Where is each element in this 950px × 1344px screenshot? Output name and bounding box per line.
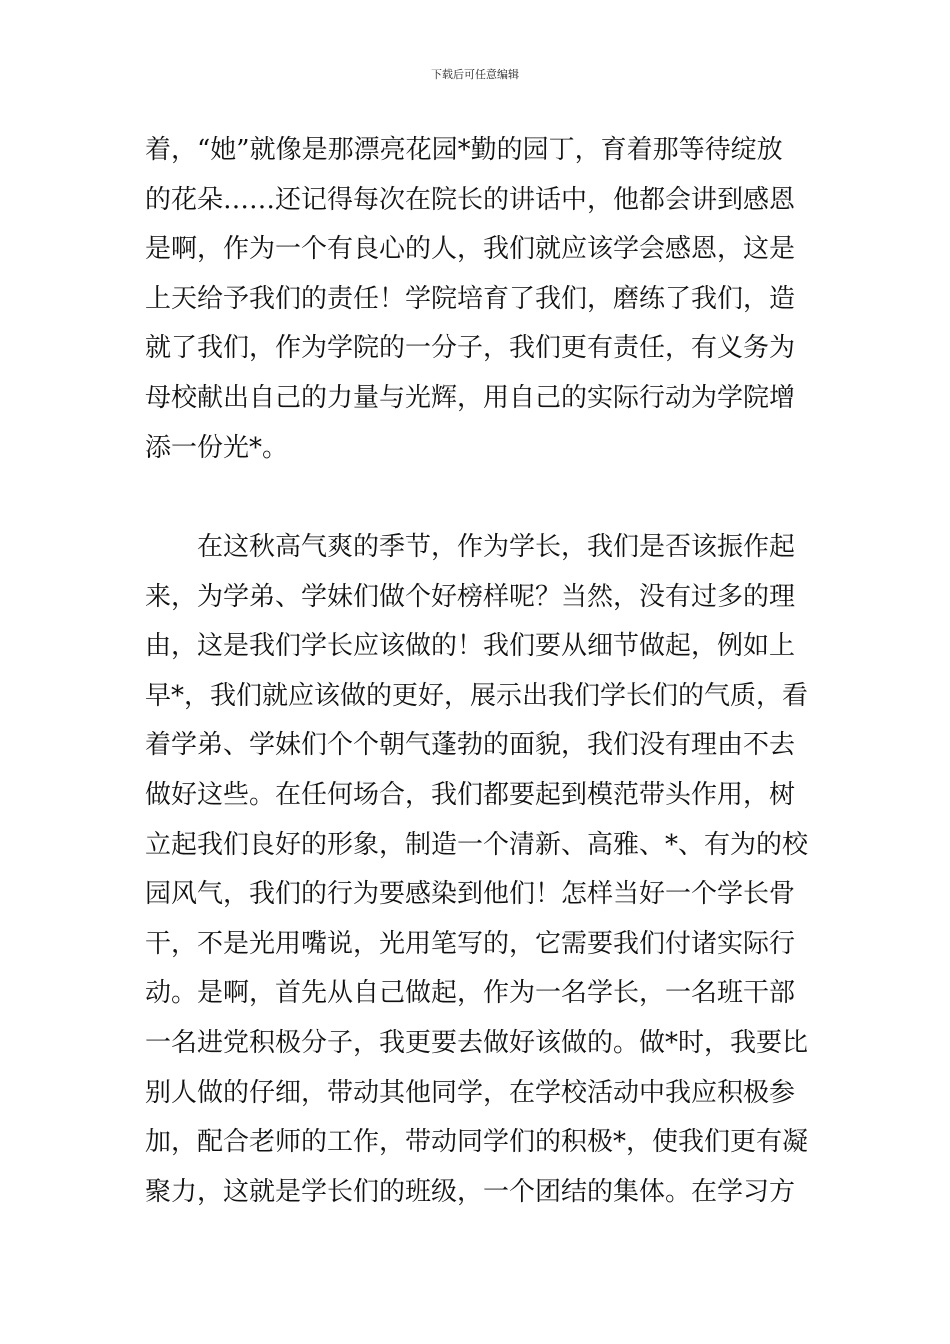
paragraph-2 — [145, 523, 810, 1217]
text-line: 母校献出自己的力量与光辉，用自己的实际行动为学院增 — [145, 382, 796, 413]
text-line: 来，为学弟、学妹们做个好榜样呢？当然，没有过多的理 — [145, 581, 796, 612]
text-line: 聚力，这就是学长们的班级，一个团结的集体。在学习方 — [145, 1176, 796, 1207]
text-line: 加，配合老师的工作，带动同学们的积极*，使我们更有凝 — [145, 1127, 809, 1158]
text-line: 着学弟、学妹们个个朝气蓬勃的面貌，我们没有理由不去 — [145, 730, 796, 761]
text-line: 早*，我们就应该做的更好，展示出我们学长们的气质，看 — [145, 680, 809, 711]
text-line: 做好这些。在任何场合，我们都要起到模范带头作用，树 — [145, 779, 796, 810]
page-header: 下载后可任意编辑 — [431, 68, 519, 81]
text-line: 着，“她”就像是那漂亮花园*勤的园丁，育着那等待绽放 — [145, 135, 783, 165]
text-line: 别人做的仔细，带动其他同学，在学校活动中我应积极参 — [145, 1077, 796, 1108]
text-line: 上天给予我们的责任！学院培育了我们，磨练了我们，造 — [145, 283, 796, 314]
text-line: 的花朵……还记得每次在院长的讲话中，他都会讲到感恩 — [145, 184, 796, 215]
text-line: 在这秋高气爽的季节，作为学长，我们是否该振作起 — [145, 532, 796, 562]
text-line: 动。是啊，首先从自己做起，作为一名学长，一名班干部 — [145, 978, 796, 1009]
text-line: 添一份光*。 — [145, 432, 289, 463]
text-line: 是啊，作为一个有良心的人，我们就应该学会感恩，这是 — [145, 234, 796, 265]
text-line: 由，这是我们学长应该做的！我们要从细节做起，例如上 — [145, 631, 796, 662]
text-line: 立起我们良好的形象，制造一个清新、高雅、*、有为的校 — [145, 829, 809, 860]
paragraph-1 — [145, 126, 810, 473]
text-line: 干，不是光用嘴说，光用笔写的，它需要我们付诸实际行 — [145, 928, 796, 959]
text-line: 一名进党积极分子，我更要去做好该做的。做*时，我要比 — [145, 1027, 809, 1058]
text-line: 就了我们，作为学院的一分子，我们更有责任，有义务为 — [145, 333, 796, 364]
text-line: 园风气，我们的行为要感染到他们！怎样当好一个学长骨 — [145, 879, 796, 910]
